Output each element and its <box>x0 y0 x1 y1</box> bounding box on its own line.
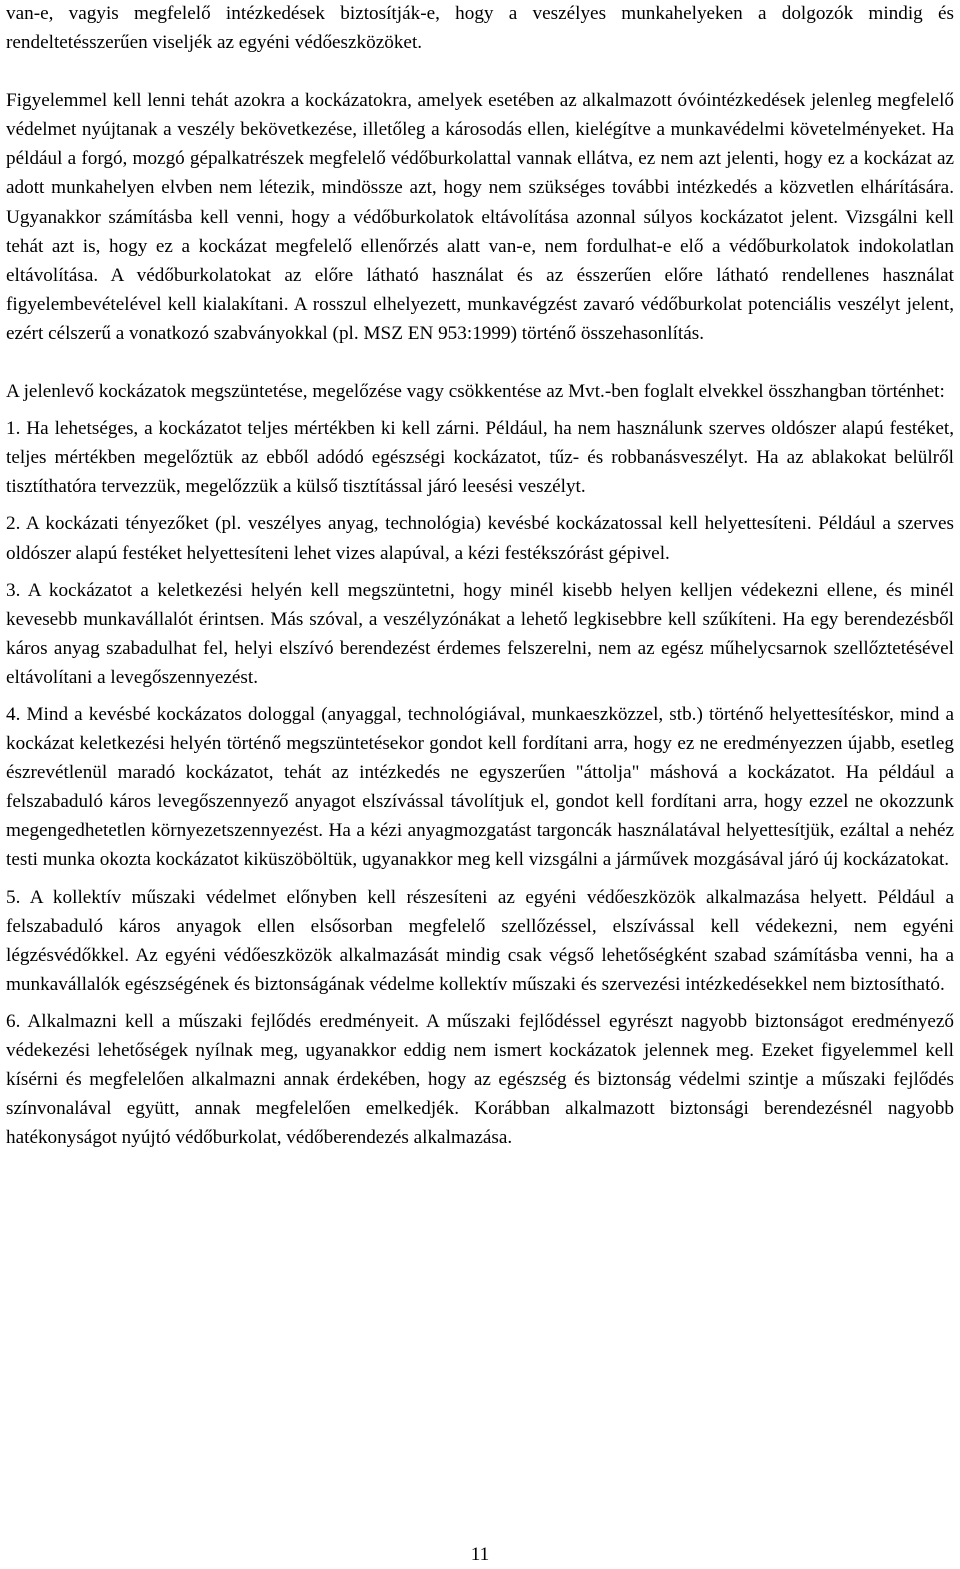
list-item-3: 3. A kockázatot a keletkezési helyén kell megszüntetni, hogy minél kisebb helyen kelljen védekezni ellene, és minél kevesebb munkavállalót érintsen. Más szóval, a veszélyzónákat a lehető legkisebbre kell szűkíteni. Ha egy berendezésből káros anyag szabadulhat fel, helyi elszívó berendezést érdemes felszerelni, nem az egész műhelycsarnok szellőztetésével eltávolítani a levegőszennyezést. <box>6 579 954 688</box>
list-item-2: 2. A kockázati tényezőket (pl. veszélyes anyag, technológia) kevésbé kockázatossal kell helyettesíteni. Például a szerves oldószer alapú festéket helyettesíteni lehet vizes alapúval, a kézi festékszórást gépivel. <box>6 513 954 564</box>
list-item-4: 4. Mind a kevésbé kockázatos dologgal (anyaggal, technológiával, munkaeszközzel, stb.) történő helyettesítéskor, mind a kockázat keletkezési helyén történő megszüntetésekor gondot kell fordítani arra, hogy ez ne eredményezzen újabb, esetleg észrevétlenül maradó kockázatot, tehát az intézkedés ne egyszerűen "áttolja" máshová a kockázatot. Ha például a felszabaduló káros levegőszennyező anyagot elszívással távolítjuk el, gondot kell fordítani arra, hogy ezzel ne okozzunk megengedhetetlen környezetszennyezést. Ha a kézi anyagmozgatást targoncák használatával helyettesítjük, ezáltal a nehéz testi munka okozta kockázatot kiküszöböltük, ugyanakkor meg kell vizsgálni a járművek mozgásával járó új kockázatokat. <box>6 703 954 871</box>
page-number: 11 <box>470 1544 490 1565</box>
paragraph-risk-monitoring: Figyelemmel kell lenni tehát azokra a kockázatokra, amelyek esetében az alkalmazott óvóintézkedések jelenleg megfelelő védelmet nyújtanak a veszély bekövetkezése, illetőleg a károsodás ellen, kielégítve a munkavédelmi követelményeket. Ha például a forgó, mozgó gépalkatrészek megfelelő védőburkolattal vannak ellátva, ez nem azt jelenti, hogy ez a kockázat az adott munkahelyen elvben nem létezik, mindössze azt, hogy nem szükséges további intézkedés a közvetlen elhárítására. Ugyanakkor számításba kell venni, hogy a védőburkolatok eltávolítása azonnal súlyos kockázatot jelent. Vizsgálni kell tehát azt is, hogy ez a kockázat megfelelő ellenőrzés alatt van-e, nem fordulhat-e elő a védőburkolatok indokolatlan eltávolítása. A védőburkolatokat az előre látható használat és az ésszerűen előre látható rendellenes használat figyelembevételével kell kialakítani. A rosszul elhelyezett, munkavégzést zavaró védőburkolat potenciális veszélyt jelent, ezért célszerű a vonatkozó szabványokkal (pl. MSZ EN 953:1999) történő összehasonlítás. <box>6 90 954 344</box>
paragraph-continuation: van-e, vagyis megfelelő intézkedések biztosítják-e, hogy a veszélyes munkahelyeken a dolgozók mindig és rendeltetésszerűen viseljék az egyéni védőeszközöket. <box>6 3 954 54</box>
list-item-6: 6. Alkalmazni kell a műszaki fejlődés eredményeit. A műszaki fejlődéssel egyrészt nagyobb biztonságot eredményező védekezési lehetőségek nyílnak meg, ugyanakkor eddig nem ismert kockázatok jelennek meg. Ezeket figyelemmel kell kísérni és megfelelően alkalmazni annak érdekében, hogy az egészség és biztonság védelmi szintje a műszaki fejlődés színvonalával együtt, annak megfelelően emelkedjék. Korábban alkalmazott biztonsági berendezésnél nagyobb hatékonyságot nyújtó védőburkolat, védőberendezés alkalmazása. <box>6 1010 954 1149</box>
document-page <box>6 0 954 1152</box>
paragraph-principles-intro: A jelenlevő kockázatok megszüntetése, megelőzése vagy csökkentése az Mvt.-ben foglalt elvekkel összhangban történhet: <box>6 381 945 403</box>
list-item-1: 1. Ha lehetséges, a kockázatot teljes mértékben ki kell zárni. Például, ha nem használunk szerves oldószer alapú festéket, teljes mértékben megelőztük az ebből adódó egészségi kockázatot, tűz- és robbanásveszélyt. Ha az ablakokat belülről tisztíthatóra tervezzük, megelőzzük a külső tisztítással járó leesési veszélyt. <box>6 418 954 498</box>
list-item-5: 5. A kollektív műszaki védelmet előnyben kell részesíteni az egyéni védőeszközök alkalmazása helyett. Például a felszabaduló káros anyagok ellen elsősorban megfelelő szellőzéssel, elszívással kell védekezni, nem egyéni légzésvédőkkel. Az egyéni védőeszközök alkalmazását mindig csak végső lehetőségként szabad számításba venni, ha a munkavállalók egészségének és biztonságának védelme kollektív műszaki és szervezési intézkedésekkel nem biztosítható. <box>6 886 954 995</box>
